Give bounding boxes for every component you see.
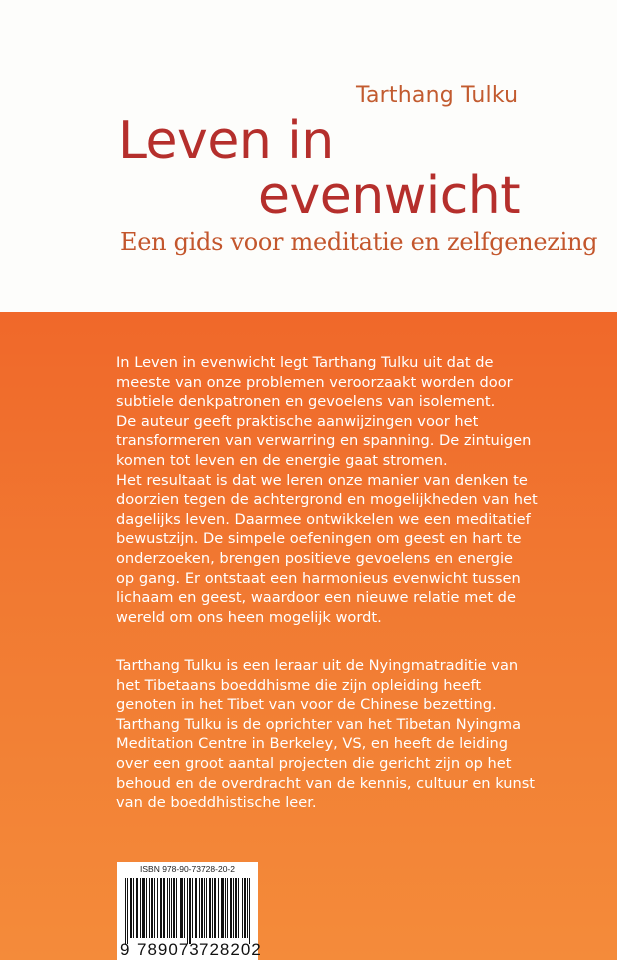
barcode-bar [212, 878, 213, 938]
text-line: subtiele denkpatronen en gevoelens van isolement. [116, 393, 496, 411]
barcode-bar [227, 878, 228, 938]
barcode-bar [210, 878, 211, 938]
barcode-bar [133, 878, 134, 938]
text-line: lichaam en geest, waardoor een nieuwe relatie met de [116, 589, 516, 607]
barcode-bar [249, 878, 250, 944]
text-line: Tarthang Tulku is de oprichter van het Tibetan Nyingma [116, 715, 522, 733]
barcode-bar [157, 878, 158, 938]
barcode-digits-right: 728202 [199, 940, 262, 959]
barcode-bar [242, 878, 243, 938]
text-line: van de boeddhistische leer. [116, 794, 317, 812]
barcode-bar [245, 878, 246, 938]
isbn-label: ISBN 978-90-73728-20-2 [140, 864, 235, 874]
barcode-bar [206, 878, 207, 938]
text-line: De auteur geeft praktische aanwijzingen voor het [116, 412, 479, 430]
text-line: Het resultaat is dat we leren onze manier van denken te [116, 471, 528, 489]
barcode-bar [152, 878, 153, 938]
cover-header [0, 0, 617, 312]
text-line: doorzien tegen de achtergrond en mogelijkheden van het [116, 491, 538, 509]
text-line: Meditation Centre in Berkeley, VS, en heeft de leiding [116, 735, 509, 753]
barcode-bar [125, 878, 126, 944]
author-name: Tarthang Tulku [356, 83, 519, 108]
barcode-bar [187, 878, 188, 944]
isbn-barcode [117, 862, 262, 960]
barcode-bar [204, 878, 205, 938]
blurb-paragraph-1 [116, 353, 596, 627]
barcode-bar [199, 878, 200, 938]
barcode-digit-first: 9 [120, 940, 131, 959]
barcode-bar [182, 878, 183, 938]
barcode-bar [176, 878, 177, 938]
barcode-bar [167, 878, 168, 938]
barcode-digits-left: 789073 [137, 940, 200, 959]
book-title-line-2: evenwicht [258, 166, 521, 226]
barcode-bars [125, 878, 252, 944]
text-line: behoud en de overdracht van de kennis, cultuur en kunst [116, 774, 536, 792]
barcode-bar [127, 878, 128, 944]
text-line: het Tibetaans boeddhisme die zijn opleiding heeft [116, 676, 482, 694]
barcode-bar [154, 878, 155, 938]
barcode-bar [196, 878, 197, 938]
book-subtitle: Een gids voor meditatie en zelfgenezing [120, 228, 598, 256]
barcode-bar [231, 878, 232, 938]
barcode-bar [223, 878, 224, 938]
barcode-bar [144, 878, 145, 938]
text-line: In Leven in evenwicht legt Tarthang Tulku uit dat de [116, 354, 494, 371]
text-line: meeste van onze problemen veroorzaakt worden door [116, 373, 513, 391]
text-line: onderzoeken, brengen positieve gevoelens en energie [116, 549, 514, 567]
barcode-bar [164, 878, 165, 938]
barcode-bar [140, 878, 141, 938]
text-line: transformeren van verwarring en spanning. De zintuigen [116, 432, 532, 450]
text-line: bewustzijn. De simpele oefeningen om geest en hart te [116, 530, 522, 548]
barcode-bar [236, 878, 237, 938]
barcode-bar [146, 878, 147, 938]
barcode-bar [192, 878, 193, 938]
text-line: over een groot aantal projecten die gericht zijn op het [116, 754, 512, 772]
barcode-bar [202, 878, 203, 938]
barcode-bar [233, 878, 234, 938]
barcode-bar [161, 878, 162, 938]
barcode-bar [137, 878, 138, 938]
text-line: komen tot leven en de energie gaat stromen. [116, 451, 448, 469]
barcode-bar [247, 878, 248, 938]
barcode-bar [225, 878, 226, 938]
barcode-bar [171, 878, 172, 938]
barcode-bar [238, 878, 239, 938]
text-line: op gang. Er ontstaat een harmonieus evenwicht tussen [116, 569, 521, 587]
barcode-bar [218, 878, 219, 938]
barcode-bar [169, 878, 170, 938]
barcode-bar [174, 878, 175, 938]
barcode-bar [184, 878, 185, 938]
book-title-line-1: Leven in [118, 111, 334, 171]
text-line: wereld om ons heen mogelijk wordt. [116, 608, 382, 626]
barcode-bar [149, 878, 150, 938]
barcode-bar [190, 878, 191, 944]
blurb-paragraph-2 [116, 656, 596, 813]
text-line: genoten in het Tibet van voor de Chinese bezetting. [116, 696, 497, 714]
barcode-bar [131, 878, 132, 938]
text-line: Tarthang Tulku is een leraar uit de Nyingmatraditie van [116, 657, 519, 674]
barcode-bar [215, 878, 216, 938]
text-line: dagelijks leven. Daarmee ontwikkelen we een meditatief [116, 510, 531, 528]
